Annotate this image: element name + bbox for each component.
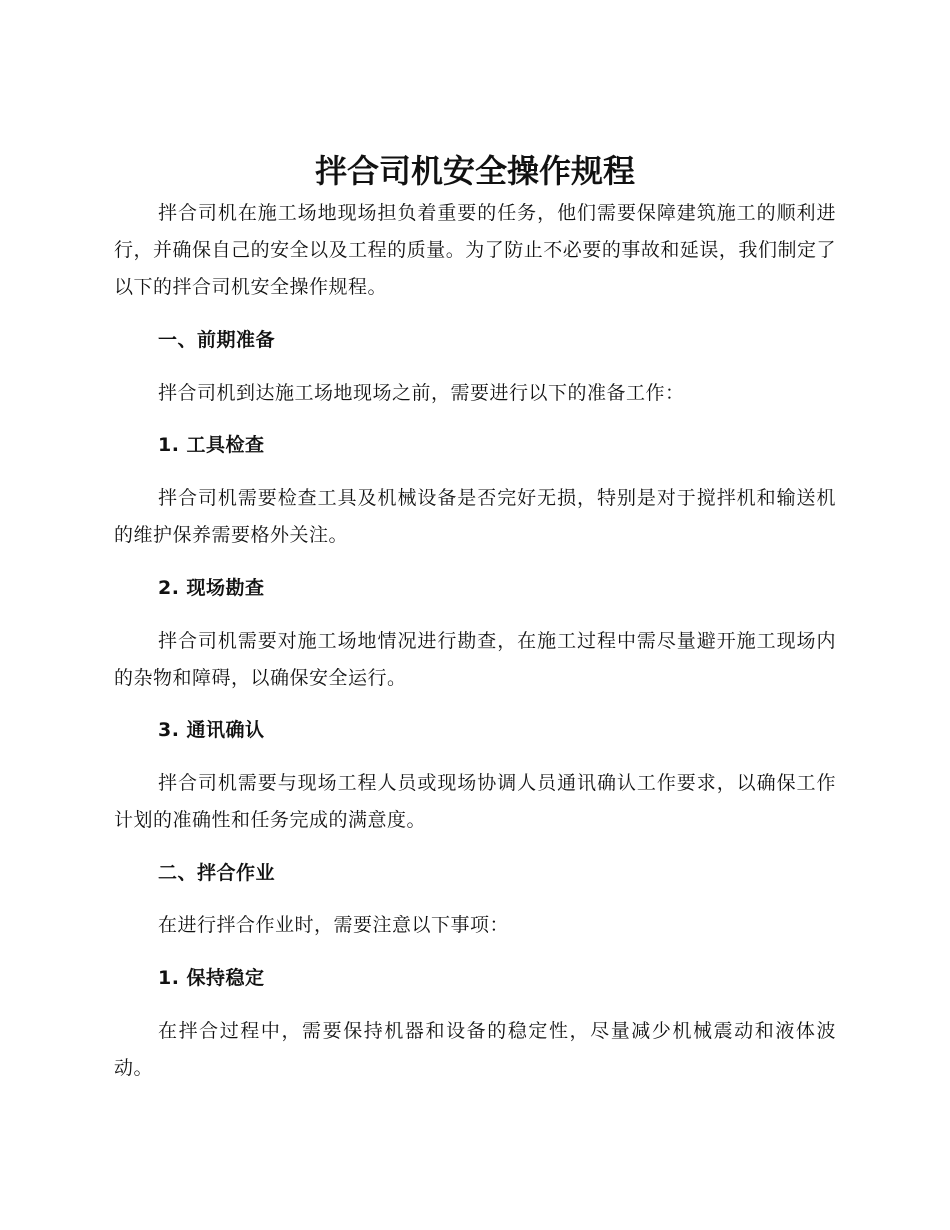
- section-1-item-3-body: 拌合司机需要与现场工程人员或现场协调人员通讯确认工作要求，以确保工作计划的准确性和任务完成的满意度。: [114, 772, 836, 831]
- section-1-heading: 一、前期准备: [158, 329, 276, 351]
- section-1-item-1-body: 拌合司机需要检查工具及机械设备是否完好无损，特别是对于搅拌机和输送机的维护保养需要格外关注。: [114, 487, 836, 546]
- section-2-item-1-heading: 1. 保持稳定: [158, 967, 265, 989]
- document-title: 拌合司机安全操作规程: [314, 152, 635, 190]
- section-2-lead: 在进行拌合作业时，需要注意以下事项：: [158, 914, 510, 936]
- section-2-item-1-body: 在拌合过程中，需要保持机器和设备的稳定性，尽量减少机械震动和液体波动。: [114, 1020, 836, 1079]
- section-1-lead: 拌合司机到达施工场地现场之前，需要进行以下的准备工作：: [158, 382, 685, 404]
- section-1-item-2-body: 拌合司机需要对施工场地情况进行勘查，在施工过程中需尽量避开施工现场内的杂物和障碍，以确保安全运行。: [114, 630, 836, 689]
- section-2-heading: 二、拌合作业: [158, 862, 276, 884]
- section-1-item-1-heading: 1. 工具检查: [158, 434, 265, 456]
- section-1-item-2-heading: 2. 现场勘查: [158, 577, 265, 599]
- section-1-item-3-heading: 3. 通讯确认: [158, 719, 265, 741]
- intro-paragraph: 拌合司机在施工场地现场担负着重要的任务，他们需要保障建筑施工的顺利进行，并确保自己的安全以及工程的质量。为了防止不必要的事故和延误，我们制定了以下的拌合司机安全操作规程。: [114, 202, 836, 298]
